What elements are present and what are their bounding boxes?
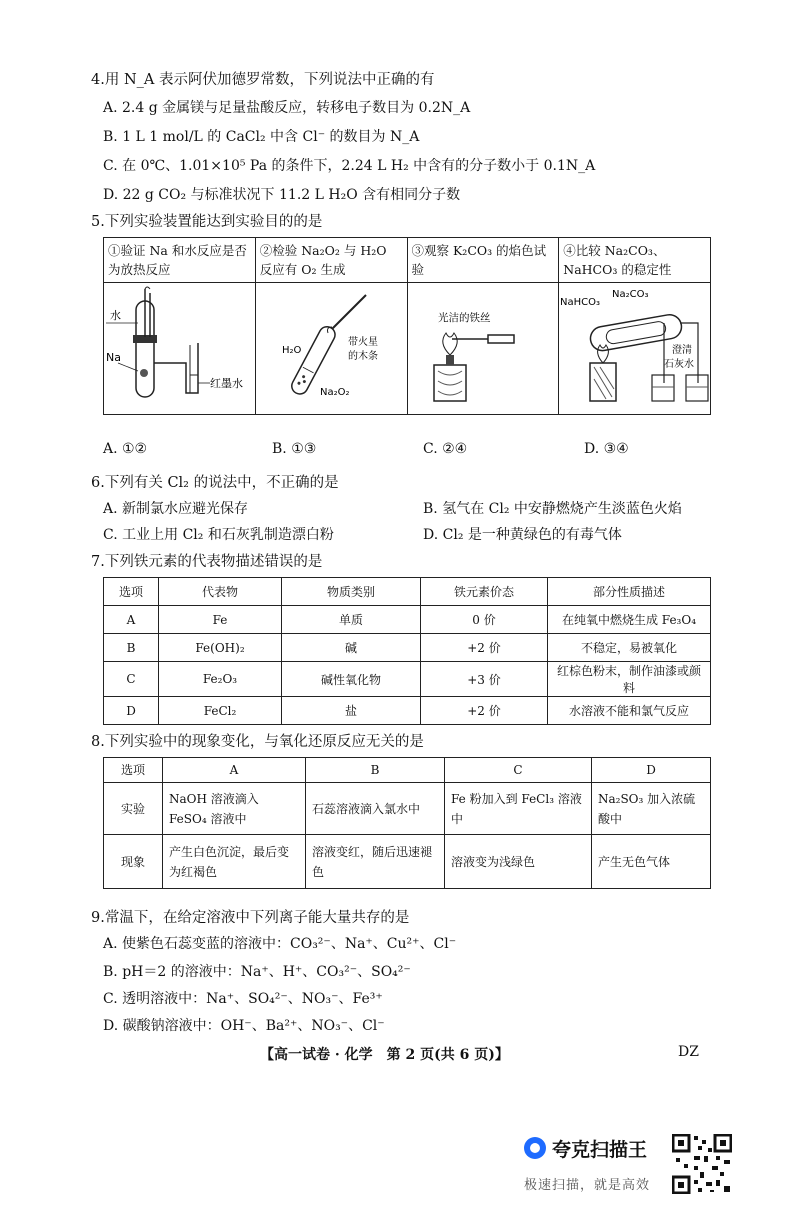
q6-option-c: C. 工业上用 Cl₂ 和石灰乳制造漂白粉	[103, 527, 334, 543]
nahco3-label: NaHCO₃	[559, 297, 600, 308]
q7-cell: FeCl₂	[159, 697, 282, 725]
q7-cell: Fe	[159, 606, 282, 634]
q7-cell: Fe₂O₃	[159, 662, 282, 697]
q9-option-a: A. 使紫色石蕊变蓝的溶液中：CO₃²⁻、Na⁺、Cu²⁺、Cl⁻	[103, 936, 457, 952]
scanner-brand: 夸克扫描王	[552, 1139, 648, 1161]
q7-cell: 水溶液不能和氯气反应	[548, 697, 711, 725]
q7-header-valence: 铁元素价态	[421, 578, 548, 606]
q5-header-1: ①验证 Na 和水反应是否为放热反应	[104, 238, 256, 283]
q8-cell: 现象	[104, 835, 163, 889]
q8-header-b: B	[306, 758, 445, 783]
q9-option-c: C. 透明溶液中：Na⁺、SO₄²⁻、NO₃⁻、Fe³⁺	[103, 991, 383, 1007]
splint-label-line2: 的木条	[348, 351, 379, 362]
q5-header-3: ③观察 K₂CO₃ 的焰色试验	[407, 238, 559, 283]
splint-label-line1: 带火星	[348, 337, 379, 348]
carbonate-stability-apparatus-diagram	[560, 283, 710, 409]
q5-apparatus-1	[104, 283, 256, 415]
table-row	[104, 783, 711, 835]
q5-option-b: B. ①③	[272, 441, 317, 457]
water-label: 水	[110, 309, 122, 322]
q8-cell: 溶液变为浅绿色	[445, 835, 592, 889]
table-row	[104, 662, 711, 697]
q9-option-b: B. pH＝2 的溶液中：Na⁺、H⁺、CO₃²⁻、SO₄²⁻	[103, 964, 411, 980]
q9-option-d: D. 碳酸钠溶液中：OH⁻、Ba²⁺、NO₃⁻、Cl⁻	[103, 1018, 385, 1034]
q5-header-2: ②检验 Na₂O₂ 与 H₂O 反应有 O₂ 生成	[255, 238, 407, 283]
h2o-label: H₂O	[282, 345, 302, 356]
q7-cell: +3 价	[421, 662, 548, 697]
q5-apparatus-3	[407, 283, 559, 415]
limewater-label-line1: 澄清	[671, 345, 692, 356]
q6-stem: 6.下列有关 Cl₂ 的说法中，不正确的是	[91, 475, 339, 491]
q7-cell: Fe(OH)₂	[159, 634, 282, 662]
q8-cell: 产生白色沉淀，最后变为红褐色	[163, 835, 306, 889]
q6-option-b: B. 氢气在 Cl₂ 中安静燃烧产生淡蓝色火焰	[423, 501, 682, 517]
q6-option-d: D. Cl₂ 是一种黄绿色的有毒气体	[423, 527, 622, 543]
table-row	[104, 697, 711, 725]
q7-table	[103, 577, 711, 725]
table-row	[104, 835, 711, 889]
table-row	[104, 634, 711, 662]
q4-option-c: C. 在 0℃、1.01×10⁵ Pa 的条件下，2.24 L H₂ 中含有的分子数小于 0.1N_A	[103, 158, 596, 174]
q7-cell: 不稳定，易被氧化	[548, 634, 711, 662]
q7-header-category: 物质类别	[282, 578, 421, 606]
q5-apparatus-2	[255, 283, 407, 415]
q7-cell: 碱	[282, 634, 421, 662]
q7-cell: C	[104, 662, 159, 697]
q7-cell: 单质	[282, 606, 421, 634]
scanner-slogan: 极速扫描，就是高效	[524, 1178, 651, 1193]
q4-stem: 4.用 N_A 表示阿伏加德罗常数，下列说法中正确的有	[91, 72, 435, 88]
na2o2-label: Na₂O₂	[320, 387, 350, 398]
q8-cell: 溶液变红，随后迅速褪色	[306, 835, 445, 889]
q8-cell: 产生无色气体	[592, 835, 711, 889]
q7-cell: D	[104, 697, 159, 725]
q8-table	[103, 757, 711, 889]
na-water-apparatus-diagram	[104, 283, 254, 409]
q4-option-b: B. 1 L 1 mol/L 的 CaCl₂ 中含 Cl⁻ 的数目为 N_A	[103, 129, 420, 145]
q9-stem: 9.常温下，在给定溶液中下列离子能大量共存的是	[91, 910, 410, 926]
q7-cell: B	[104, 634, 159, 662]
q7-header-option: 选项	[104, 578, 159, 606]
q8-cell: Fe 粉加入到 FeCl₃ 溶液中	[445, 783, 592, 835]
q8-cell: 石蕊溶液滴入氯水中	[306, 783, 445, 835]
table-row	[104, 606, 711, 634]
q7-cell: 碱性氧化物	[282, 662, 421, 697]
q5-option-a: A. ①②	[103, 441, 148, 457]
q7-cell: 0 价	[421, 606, 548, 634]
red-ink-label: 红墨水	[210, 377, 244, 390]
q8-header-option: 选项	[104, 758, 163, 783]
footer-code: DZ	[678, 1044, 699, 1060]
q6-option-a: A. 新制氯水应避光保存	[103, 501, 249, 517]
limewater-label-line2: 石灰水	[663, 359, 694, 370]
na-label: Na	[106, 351, 122, 364]
q7-cell: 在纯氧中燃烧生成 Fe₃O₄	[548, 606, 711, 634]
q5-option-c: C. ②④	[423, 441, 468, 457]
q7-header-substance: 代表物	[159, 578, 282, 606]
q7-cell: +2 价	[421, 634, 548, 662]
q7-cell: 盐	[282, 697, 421, 725]
q7-cell: 红棕色粉末，制作油漆或颜料	[548, 662, 711, 697]
q5-apparatus-4	[559, 283, 711, 415]
flame-test-apparatus-diagram	[408, 283, 558, 409]
na2o2-apparatus-diagram	[256, 283, 406, 409]
q4-option-d: D. 22 g CO₂ 与标准状况下 11.2 L H₂O 含有相同分子数	[103, 187, 461, 203]
na2co3-label: Na₂CO₃	[611, 289, 649, 300]
page-footer: 【高一试卷 · 化学 第 2 页(共 6 页)】	[260, 1047, 509, 1063]
q5-stem: 5.下列实验装置能达到实验目的的是	[91, 214, 323, 230]
qr-code-icon	[672, 1134, 732, 1194]
iron-wire-label: 光洁的铁丝	[437, 312, 491, 324]
q7-header-property: 部分性质描述	[548, 578, 711, 606]
q5-header-4: ④比较 Na₂CO₃、NaHCO₃ 的稳定性	[559, 238, 711, 283]
q5-experiment-table	[103, 237, 711, 415]
q7-cell: A	[104, 606, 159, 634]
q8-cell: NaOH 溶液滴入 FeSO₄ 溶液中	[163, 783, 306, 835]
q8-header-d: D	[592, 758, 711, 783]
scanner-logo-icon	[524, 1137, 546, 1159]
q4-option-a: A. 2.4 g 金属镁与足量盐酸反应，转移电子数目为 0.2N_A	[103, 100, 471, 116]
q5-option-d: D. ③④	[584, 441, 629, 457]
q8-header-c: C	[445, 758, 592, 783]
q7-cell: +2 价	[421, 697, 548, 725]
q8-cell: Na₂SO₃ 加入浓硫酸中	[592, 783, 711, 835]
q8-header-a: A	[163, 758, 306, 783]
q7-stem: 7.下列铁元素的代表物描述错误的是	[91, 554, 323, 570]
q8-cell: 实验	[104, 783, 163, 835]
q8-stem: 8.下列实验中的现象变化，与氧化还原反应无关的是	[91, 734, 424, 750]
